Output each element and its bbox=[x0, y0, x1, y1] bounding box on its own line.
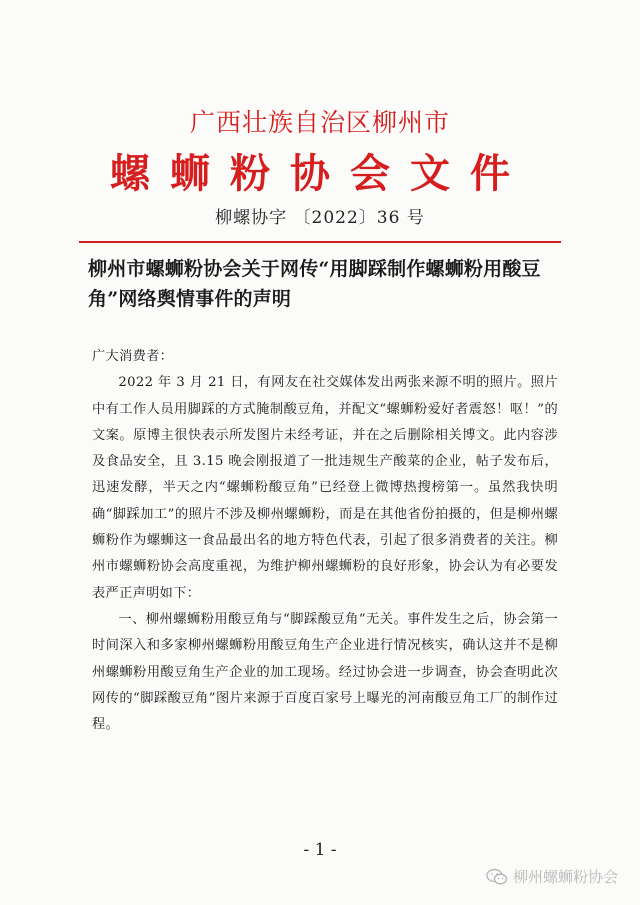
statement-body bbox=[92, 344, 558, 738]
document-heading: 螺蛳粉协会文件 bbox=[110, 150, 530, 197]
issuing-organization: 广西壮族自治区柳州市 bbox=[189, 108, 450, 137]
salutation: 广大消费者： bbox=[92, 349, 174, 364]
watermark bbox=[486, 866, 618, 887]
body-paragraph: 一、柳州螺蛳粉用酸豆角与“脚踩酸豆角”无关。事件发生之后，协会第一时间深入和多家柳州螺蛳粉用酸豆角生产企业进行情况核实，确认这并不是柳州螺蛳粉用酸豆角生产企业的加工现场。经过协会进一步调查，协会查明此次网传的“脚踩酸豆角”图片来源于百度百家号上曝光的河南酸豆角工厂的制作过程。 bbox=[92, 611, 558, 733]
watermark-text: 柳州螺蛳粉协会 bbox=[512, 868, 618, 886]
wechat-icon bbox=[486, 868, 508, 886]
body-paragraph: 2022 年 3 月 21 日，有网友在社交媒体发出两张来源不明的照片。照片中有工作人员用脚踩的方式腌制酸豆角，并配文“螺蛳粉爱好者震怒！呕！”的文案。原博主很快表示所发图片未经考证，并在之后删除相关博文。此内容涉及食品安全，且 3.15 晚会刚报道了一批违规生产酸菜的企业，帖子发布后，迅速发酵，半天之内“螺蛳粉酸豆角”已经登上微博热搜榜第一。虽然我快明确“脚踩加工”的照片不涉及柳州螺蛳粉，而是在其他省份拍摄的，但是柳州螺蛳粉作为螺蛳这一食品最出名的地方特色代表，引起了很多消费者的关注。柳州市螺蛳粉协会高度重视，为维护柳州螺蛳粉的良好形象，协会认为有必要发表严正声明如下： bbox=[92, 375, 558, 601]
red-divider bbox=[79, 241, 561, 243]
page-number: - 1 - bbox=[303, 840, 337, 860]
statement-title: 柳州市螺蛳粉协会关于网传“用脚踩制作螺蛳粉用酸豆角”网络舆情事件的声明 bbox=[88, 258, 541, 310]
document-number: 柳螺协字 〔2022〕36 号 bbox=[215, 208, 425, 228]
